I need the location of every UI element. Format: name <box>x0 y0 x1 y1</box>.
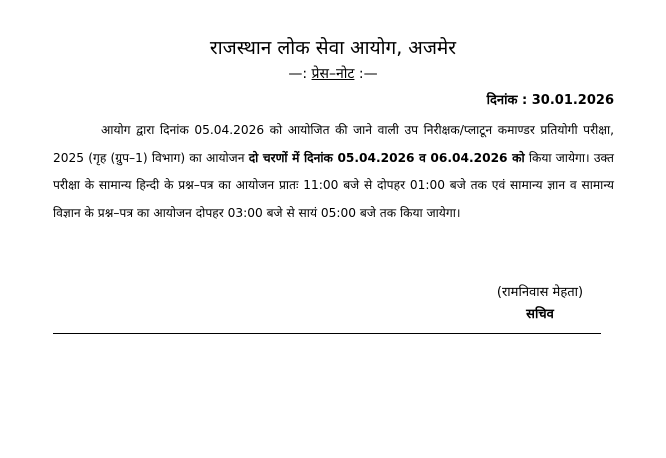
page-title: राजस्थान लोक सेवा आयोग, अजमेर <box>209 37 457 59</box>
heading-dash-right: :— <box>354 66 378 82</box>
press-note-heading <box>0 64 666 84</box>
date-value: 30.01.2026 <box>531 93 614 108</box>
signatory-designation: सचिव <box>526 307 554 322</box>
body-text-part2: किया जायेगा। उक्त परीक्षा के सामान्य हिन्दी के प्रश्न–पत्र का आयोजन प्रातः 11:00 बजे से दोपहर 01:00 बजे तक एवं सामान्य ज्ञान व सामान्य विज्ञान के प्रश्न–पत्र का आयोजन दोपहर 03:00 बजे से सायं 05:00 बजे तक किया जायेगा। <box>53 150 615 220</box>
date-label: दिनांक : <box>486 93 528 108</box>
heading-dash-left: —: <box>288 66 312 82</box>
body-text-emphasis: दो चरणों में दिनांक 05.04.2026 व 06.04.2026 को <box>248 150 525 165</box>
body-paragraph <box>53 117 614 227</box>
signatory-name: (रामनिवास मेहता) <box>496 285 584 300</box>
bottom-divider <box>53 333 601 334</box>
body-text-part1: आयोग द्वारा दिनांक 05.04.2026 को आयोजित की जाने वाली उप निरीक्षक/प्लाटून कमाण्डर प्रतियोगी परीक्षा, 2025 (गृह (ग्रुप–1) विभाग) का आयोजन <box>53 123 614 165</box>
heading-label: प्रेस–नोट <box>311 66 355 82</box>
date-line <box>487 92 614 110</box>
